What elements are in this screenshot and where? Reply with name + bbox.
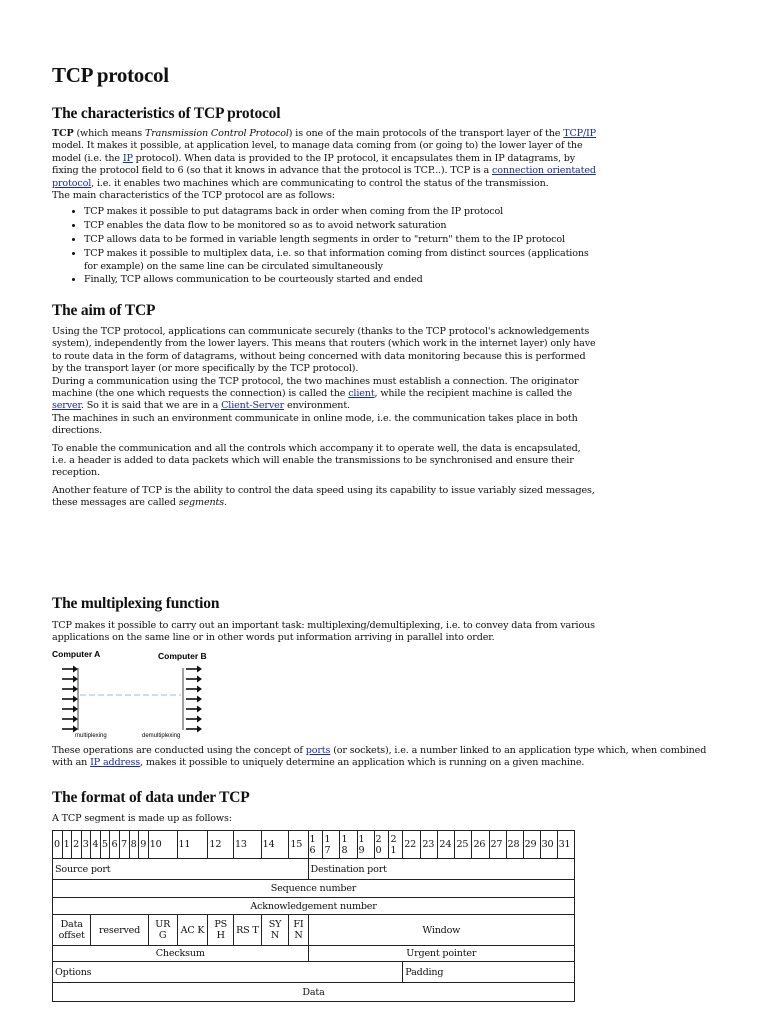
sequence-number-cell: Sequence number: [53, 880, 575, 898]
table-row: [53, 898, 575, 915]
list-item: • TCP makes it possible to put datagrams back in order when coming from the IP protocol: [84, 206, 597, 218]
table-row: [53, 962, 575, 983]
bit-number-cell: 1: [62, 831, 72, 859]
tcp-bold: TCP: [52, 128, 74, 139]
data-offset-cell: Data offset: [53, 915, 91, 946]
bit-number-cell: 30: [540, 831, 557, 859]
ports-paragraph: [52, 745, 707, 770]
text-run: model. It makes it possible, at application level, to manage data coming from (or going to) the lower layer of the model (i.e. the: [52, 140, 583, 164]
padding-cell: Padding: [403, 962, 575, 983]
ack-number-cell: Acknowledgement number: [53, 898, 575, 915]
input-arrow-arrowhead: [73, 666, 78, 673]
bit-number-cell: 12: [208, 831, 234, 859]
flag-psh-cell: PS H: [208, 915, 234, 946]
input-arrow-arrowhead: [73, 676, 78, 683]
bit-number-cell: 28: [506, 831, 523, 859]
characteristics-intro: The main characteristics of the TCP protocol are as follows:: [52, 190, 335, 202]
bit-number-cell: 1 7: [323, 831, 340, 859]
aim-paragraph-1: Using the TCP protocol, applications can communicate securely (thanks to the TCP protocol's acknowledgements system), independently from the lower layers. This means that routers (which work in the internet layer) only have to route data in the form of datagrams, without being concerned with data monitoring because this is performed by the transport layer (or more specifically by the TCP protocol).: [52, 326, 596, 375]
input-arrow-arrowhead: [73, 696, 78, 703]
text-run: environment.: [284, 400, 350, 412]
window-cell: Window: [308, 915, 574, 946]
text-run: .: [224, 497, 227, 509]
text-run: (which means: [73, 128, 145, 139]
bit-number-cell: 1 9: [357, 831, 374, 859]
demultiplexing-label: demultiplexing: [142, 733, 181, 739]
list-item: • Finally, TCP allows communication to be courteously started and ended: [84, 274, 597, 286]
text-run: ) is one of the main protocols of the transport layer of the: [288, 128, 564, 139]
bit-number-cell: 2: [72, 831, 82, 859]
tcp-expansion: Transmission Control Protocol: [144, 128, 289, 139]
characteristics-paragraph: [52, 128, 597, 190]
input-arrow-arrowhead: [73, 706, 78, 713]
bit-number-cell: 8: [129, 831, 139, 859]
reserved-cell: reserved: [91, 915, 148, 946]
bit-number-cell: 4: [91, 831, 101, 859]
text-run: (or sockets), i.e. a number linked to an application type which, when combined with an: [52, 745, 707, 769]
flag-ack-cell: AC K: [177, 915, 208, 946]
input-arrow-arrowhead: [73, 716, 78, 723]
bit-number-cell: 11: [177, 831, 208, 859]
input-arrow-arrowhead: [73, 726, 78, 733]
output-arrow-arrowhead: [197, 696, 202, 703]
checksum-cell: Checksum: [53, 946, 309, 962]
bit-number-cell: 23: [421, 831, 438, 859]
output-arrow-arrowhead: [197, 726, 202, 733]
text-run: These operations are conducted using the concept of: [52, 745, 306, 756]
text-run: . So it is said that we are in a: [80, 400, 222, 412]
destination-port-cell: Destination port: [308, 859, 574, 880]
output-arrow-arrowhead: [197, 706, 202, 713]
page-title: TCP protocol: [52, 63, 169, 87]
bit-number-cell: 31: [557, 831, 574, 859]
source-port-cell: Source port: [53, 859, 309, 880]
heading-aim: The aim of TCP: [52, 302, 156, 319]
list-item: • TCP makes it possible to multiplex data, i.e. so that information coming from distinct sources (applications for example) on the same line can be circulated simultaneously: [84, 248, 597, 273]
bit-number-cell: 2 1: [389, 831, 403, 859]
flag-syn-cell: SY N: [261, 915, 289, 946]
characteristics-list: [52, 206, 597, 286]
bit-number-cell: 6: [110, 831, 120, 859]
bit-number-cell: 1 8: [340, 831, 357, 859]
table-row: [53, 915, 575, 946]
bit-number-cell: 29: [523, 831, 540, 859]
link-client[interactable]: client: [348, 388, 375, 400]
bit-number-cell: 27: [489, 831, 506, 859]
link-ports[interactable]: ports: [305, 745, 331, 756]
input-arrow-arrowhead: [73, 686, 78, 693]
ports-body: [52, 745, 707, 770]
link-connection-oriented[interactable]: connection orientated protocol: [52, 165, 596, 189]
text-run: , makes it possible to uniquely determine an application which is running on a given machine.: [140, 757, 585, 769]
link-ip-address[interactable]: IP address: [90, 757, 141, 769]
output-arrow-arrowhead: [197, 676, 202, 683]
bit-number-cell: 14: [261, 831, 289, 859]
heading-format: The format of data under TCP: [52, 789, 250, 806]
bit-number-cell: 24: [438, 831, 455, 859]
bit-number-cell: 25: [455, 831, 472, 859]
output-arrow-arrowhead: [197, 666, 202, 673]
list-item: • TCP enables the data flow to be monitored so as to avoid network saturation: [84, 220, 597, 232]
bit-number-cell: 13: [233, 831, 261, 859]
heading-characteristics: The characteristics of TCP protocol: [52, 105, 281, 122]
output-arrows: [186, 666, 202, 733]
characteristics-body: [52, 128, 597, 288]
bit-number-cell: 22: [403, 831, 421, 859]
output-arrow-arrowhead: [197, 686, 202, 693]
urgent-pointer-cell: Urgent pointer: [308, 946, 574, 962]
bit-number-cell: 3: [81, 831, 91, 859]
table-row: [53, 983, 575, 1002]
segments-term: segments: [178, 497, 225, 509]
bit-number-cell: 15: [289, 831, 308, 859]
bit-number-cell: 5: [100, 831, 110, 859]
text-run: During a communication using the TCP protocol, the two machines must establish a connection. The originator machine (the one which requests the connection) is called the: [52, 375, 579, 400]
computer-a-label: Computer A: [52, 649, 101, 659]
text-run: protocol). When data is provided to the IP protocol, it encapsulates them in IP datagrams, by fixing the protocol field to 6 (so that it knows in advance that the protocol is TCP...). TCP is a: [52, 152, 576, 177]
list-item: • TCP allows data to be formed in variable length segments in order to "return" them to the IP protocol: [84, 234, 597, 246]
output-arrow-arrowhead: [197, 716, 202, 723]
link-tcpip[interactable]: TCP/IP: [563, 128, 596, 139]
heading-multiplexing: The multiplexing function: [52, 595, 220, 612]
table-row: [53, 859, 575, 880]
bit-number-cell: 2 0: [374, 831, 389, 859]
bit-number-cell: 1 6: [308, 831, 323, 859]
text-run: Another feature of TCP is the ability to control the data speed using its capability to issue variably sized messages, these messages are called: [52, 484, 595, 509]
link-client-server[interactable]: Client-Server: [221, 400, 285, 412]
aim-paragraph-4: To enable the communication and all the controls which accompany it to operate well, the data is encapsulated, i.e. a header is added to data packets which will enable the transmissions to be synchronised and ensure their reception.: [52, 442, 581, 479]
table-row: [53, 880, 575, 898]
bit-number-cell: 26: [472, 831, 489, 859]
tcp-segment-table: [52, 830, 575, 1002]
format-intro: A TCP segment is made up as follows:: [52, 813, 232, 824]
options-cell: Options: [53, 962, 403, 983]
text-run: , while the recipient machine is called the: [374, 388, 573, 400]
bit-number-cell: 9: [139, 831, 149, 859]
input-arrows: [62, 666, 78, 733]
text-run: , i.e. it enables two machines which are communicating to control the status of the transmission.: [91, 177, 549, 189]
multiplexing-label: multiplexing: [75, 733, 107, 739]
aim-body: [52, 326, 597, 510]
flag-rst-cell: RS T: [233, 915, 261, 946]
bit-number-cell: 7: [120, 831, 130, 859]
aim-paragraph-2: [52, 376, 597, 413]
flag-fin-cell: FI N: [289, 915, 308, 946]
computer-b-label: Computer B: [158, 651, 207, 661]
bit-number-cell: 10: [148, 831, 177, 859]
link-server[interactable]: server: [52, 400, 81, 412]
aim-paragraph-5: [52, 485, 597, 510]
multiplexing-paragraph: TCP makes it possible to carry out an important task: multiplexing/demultiplexing, i.e. to convey data from various applications on the same line or in other words put information arriving in parallel into order.: [52, 620, 595, 644]
link-ip[interactable]: IP: [122, 152, 133, 164]
bit-number-cell: 0: [53, 831, 63, 859]
multiplexing-body: [52, 620, 597, 645]
multiplexing-diagram: [52, 648, 212, 740]
table-row: [53, 946, 575, 962]
flag-urg-cell: UR G: [148, 915, 177, 946]
data-cell: Data: [53, 983, 575, 1002]
aim-paragraph-3: The machines in such an environment communicate in online mode, i.e. the communication takes place in both directions.: [52, 412, 578, 437]
bit-number-row: [53, 831, 575, 859]
